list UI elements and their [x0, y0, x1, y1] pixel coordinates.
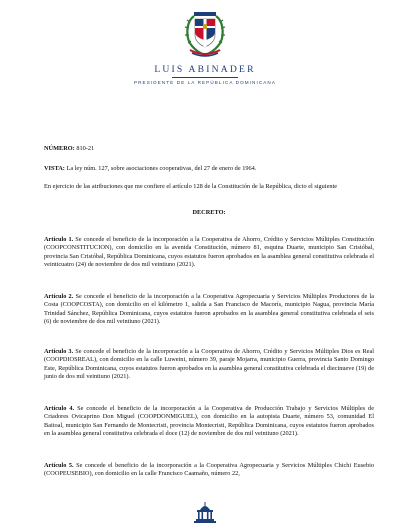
article-label: Artículo 1.	[44, 236, 74, 243]
vista-text: La ley núm. 127, sobre asociaciones cooperativas, del 27 de enero de 1964.	[66, 165, 257, 172]
article-text: Se concede el beneficio de la incorporación a la Cooperativa Agropecuaria y Servicios Múltiples Chichi Eusebio (COOPEUSEBIO), con domicilio en la calle Francisco Caamaño, número 22,	[44, 462, 374, 478]
article-label: Artículo 2.	[44, 293, 74, 300]
decree-number	[44, 145, 374, 153]
article-label: Artículo 3.	[44, 348, 74, 355]
president-subtitle: PRESIDENTE DE LA REPÚBLICA DOMINICANA	[133, 80, 277, 85]
article-text: Se concede el beneficio de la incorporación a la Cooperativa Agropecuaria y Servicios Múltiples Productores de la Costa (COOPCOSTA), con domicilio en el kilómetro 1, salida a San Francisco de Macorís, municipio Nagua, provincia María Trinidad Sánchez, República Dominicana, cuyos estatutos fueron aprobados en la asamblea general constitutiva celebrada el seis (6) de noviembre de dos mil veintiuno (2021).	[44, 293, 375, 326]
article-text: Se concede el beneficio de la incorporación a la Cooperativa de Producción Trabajo y Servicios Múltiples de Criadores Ovicaprino Don Miguel (COOPDONMIGUEL), con domicilio en la autopista Duarte, número 53, comunidad El Baitoal, municipio San Fernando de Montecristi, provincia Montecristi, República Dominicana, cuyos estatutos fueron aprobados en la asamblea general constitutiva celebrada el doce (12) de noviembre de dos mil veintiuno (2021).	[44, 405, 374, 438]
article-text: Se concede el beneficio de la incorporación a la Cooperativa de Ahorro, Crédito y Servicios Múltiples Constitución (COOPCONSTITUCION), con domicilio en la avenida Constitución, número 81, esquina Duarte, municipio San Cristóbal, provincia San Cristóbal, República Dominicana, cuyos estatutos fueron aprobados en la asamblea general constitutiva celebrada el veinticuatro (24) de noviembre de dos mil veintiuno (2021).	[44, 236, 374, 269]
vista-label: VISTA:	[44, 165, 65, 172]
palace-logo-icon	[194, 500, 216, 524]
article-4	[44, 405, 374, 439]
number-label: NÚMERO:	[44, 145, 75, 152]
article-5	[44, 462, 374, 479]
article-label: Artículo 4.	[44, 405, 75, 412]
article-label: Artículo 5.	[44, 462, 74, 469]
preamble: En ejercicio de las atribuciones que me confiere el artículo 128 de la Constitución de la República, dicto el siguiente	[44, 183, 338, 190]
president-name: LUIS ABINADER	[154, 64, 256, 75]
article-3	[44, 348, 374, 382]
header-rule	[172, 77, 238, 78]
number-value: 810-21	[76, 145, 95, 152]
decreto-heading: DECRETO:	[192, 209, 226, 216]
article-1	[44, 236, 374, 270]
article-2	[44, 293, 374, 327]
article-text: Se concede el beneficio de la incorporación a la Cooperativa de Ahorro, Crédito y Servicios Múltiples Dios es Real (COOPDIOSREAL), con domicilio en la calle Luweini, número 39, paraje Mojarra, municipio Guerra, provincia Santo Domingo Este, República Dominicana, cuyos estatutos fueron aprobados en la asamblea general constitutiva celebrada el diecinueve (19) de junio de dos mil veintiuno (2021).	[44, 348, 374, 381]
vista-paragraph	[44, 165, 374, 173]
coat-of-arms-seal	[180, 8, 230, 60]
